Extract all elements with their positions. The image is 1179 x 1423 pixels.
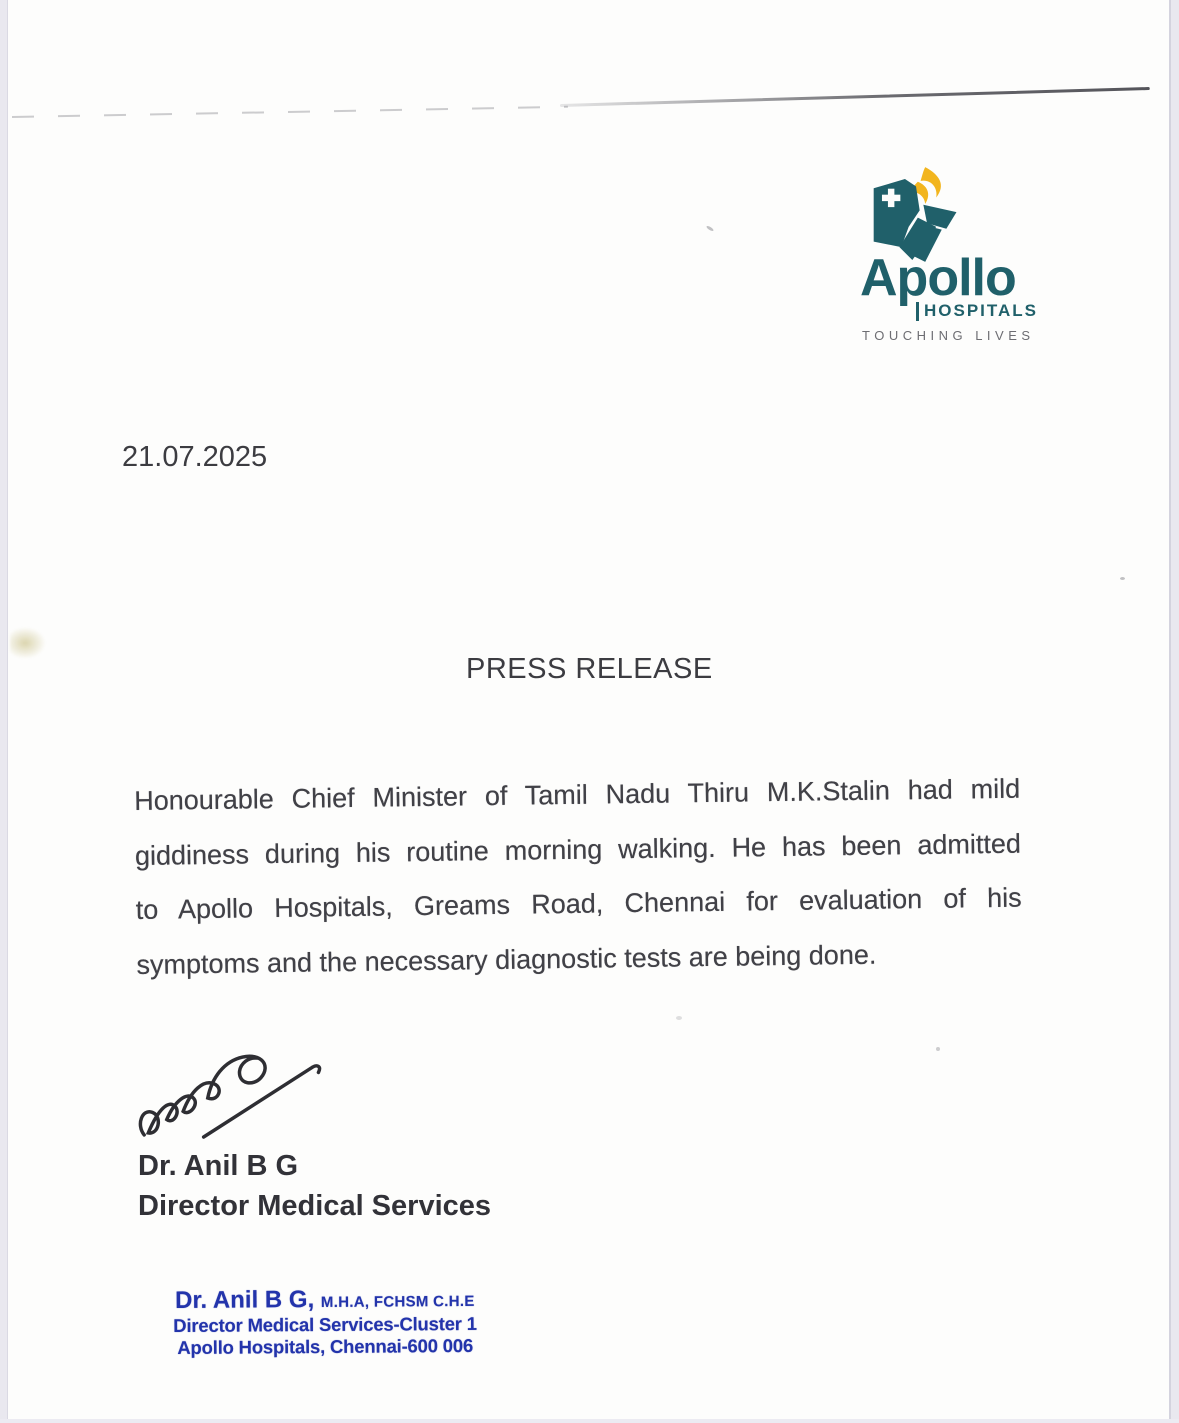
body-line: Honourable Chief Minister of Tamil Nadu Thiru M.K.Stalin had mild [134,773,1021,816]
signatory-title: Director Medical Services [138,1190,492,1222]
page-edge-bottom [0,1419,1179,1423]
paper-smudge [10,627,46,659]
body-paragraph [134,774,1023,1004]
body-line: symptoms and the necessary diagnostic tests are being done. [136,939,877,980]
paper-speck [676,1016,682,1020]
scan-line-artifact-left [12,106,568,118]
stamp-designation: Director Medical Services-Cluster 1 [173,1313,477,1337]
body-line: giddiness during his routine morning walking. He has been admitted [134,828,1022,871]
stamp-credentials: M.H.A, FCHSM C.H.E [320,1292,475,1312]
scan-line-artifact-right [560,87,1150,107]
stamp-address: Apollo Hospitals, Chennai-600 006 [177,1335,474,1359]
signatory-name: Dr. Anil B G [138,1150,299,1182]
logo-hospitals-text: HOSPITALS [916,302,1038,321]
page-edge-left [0,0,8,1423]
page-edge-right [1169,0,1179,1423]
letter-date: 21.07.2025 [122,441,268,473]
signature-handwriting [136,1044,341,1148]
torch-hand-icon [870,166,962,262]
stamp-name: Dr. Anil B G, [174,1286,315,1315]
doctor-stamp [150,1285,500,1359]
body-line: to Apollo Hospitals, Greams Road, Chennai for evaluation of his [135,882,1022,925]
logo-brand-text: Apollo [860,249,1016,307]
paper-speck [936,1047,940,1051]
apollo-hospitals-logo [860,166,1055,346]
logo-tagline-text: TOUCHING LIVES [862,328,1035,343]
paper-speck [1120,577,1125,580]
paper-speck [706,225,714,232]
press-release-heading: PRESS RELEASE [466,653,713,685]
